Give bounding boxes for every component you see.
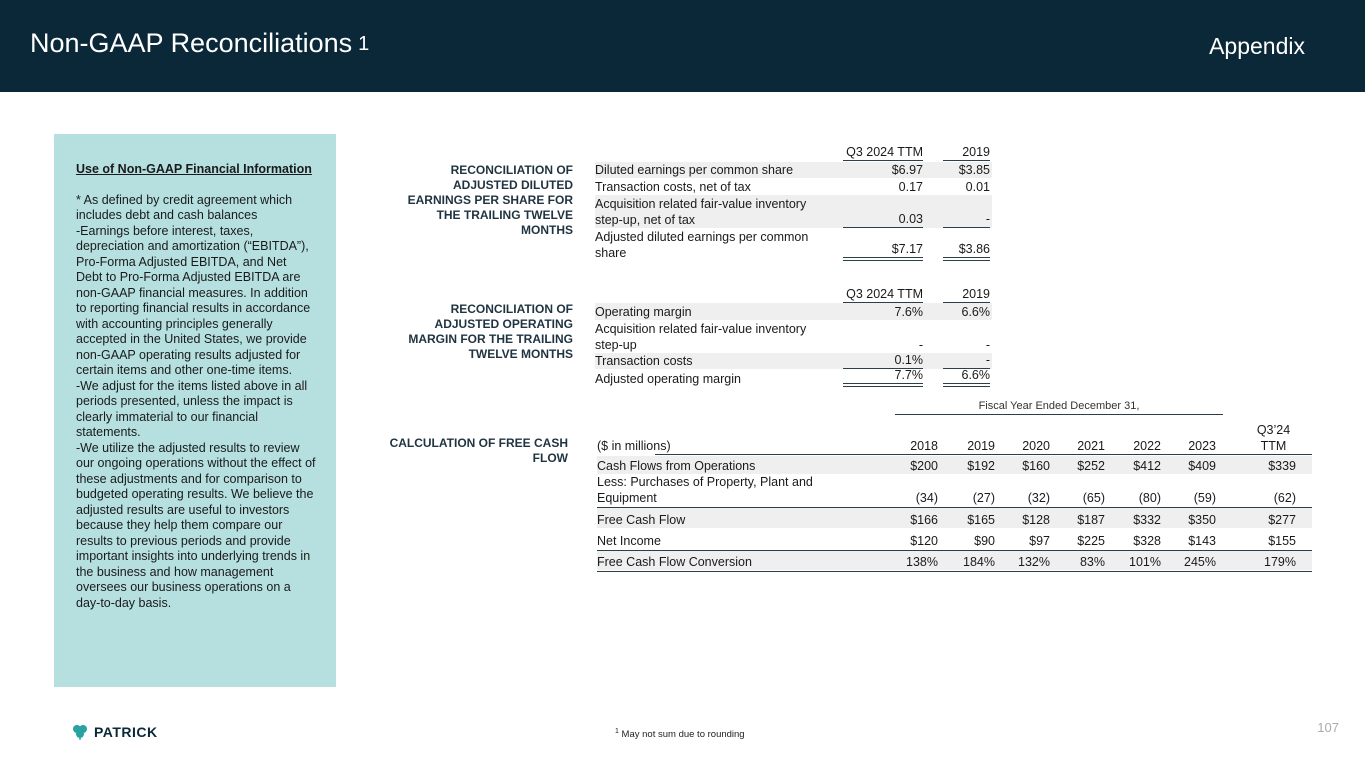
panel-body: * As defined by credit agreement which includes debt and cash balances -Earnings before interest, taxes, depreciation and amortization (“EBITDA”), Pro-Forma Adjusted EBITDA, and Net Debt to Pro-Forma Adjusted EBITDA are non-GAAP financial measures. In addition to reporting financial results in accordance with accounting principles generally accepted in the United States, we provide non-GAAP operating results adjusted for certain items and other one-time items. -We adjust for the items listed above in all periods presented, unless the impact is clearly immaterial to our financial statements. -We utilize the adjusted results to review our ongoing operations without the effect of these adjustments and for comparison to budgeted operating results. We believe the adjusted results are useful to investors because they help them compare our results to previous periods and provide important insights into underlying trends in the business and how management oversees our business operations on a day-to-day basis. — [76, 192, 316, 610]
row-value: 101% — [1129, 555, 1161, 569]
row-value: $339 — [1268, 459, 1296, 473]
row-value: 132% — [1018, 555, 1050, 569]
row-value: $7.17 — [843, 241, 923, 261]
section-label: Appendix — [1209, 33, 1305, 59]
table-row — [595, 228, 992, 261]
row-value: $192 — [967, 459, 995, 473]
span-header-rule — [895, 414, 1223, 415]
row-value: $412 — [1133, 459, 1161, 473]
row-label: Adjusted operating margin — [595, 372, 741, 386]
row-value: $143 — [1188, 534, 1216, 548]
header-rule — [655, 454, 1312, 455]
footnote — [615, 728, 745, 740]
row-rule — [597, 571, 1312, 572]
row-value: $332 — [1133, 513, 1161, 527]
row-label: Transaction costs, net of tax — [595, 180, 751, 194]
column-header: Q3 2024 TTM — [843, 144, 923, 161]
row-value: $166 — [910, 513, 938, 527]
unit-label: ($ in millions) — [597, 439, 671, 453]
column-header: 2021 — [1077, 439, 1105, 453]
row-value: 0.1% — [843, 352, 923, 369]
row-label: Less: Purchases of Property, Plant and Equipment — [597, 475, 813, 505]
row-rule — [597, 507, 1312, 508]
table-row — [597, 551, 1312, 570]
non-gaap-info-panel — [54, 134, 336, 687]
row-value: - — [943, 211, 990, 228]
table-row — [595, 303, 992, 320]
footnote-mark: 1 — [615, 728, 619, 735]
slide-header — [0, 0, 1365, 92]
row-value: 83% — [1079, 555, 1105, 569]
row-value: $409 — [1188, 459, 1216, 473]
row-value: $120 — [910, 534, 938, 548]
row-label: Acquisition related fair-value inventory step-up, net of tax — [595, 197, 807, 227]
table-row — [595, 320, 992, 353]
fcf-header-row — [597, 420, 1312, 454]
column-header: 2019 — [943, 144, 990, 161]
table-row — [595, 353, 992, 369]
row-value: $225 — [1077, 534, 1105, 548]
column-header: 2023 — [1188, 439, 1216, 453]
row-value: $160 — [1022, 459, 1050, 473]
row-label: Free Cash Flow — [597, 513, 686, 527]
eps-header-row — [595, 145, 992, 161]
row-label: Transaction costs — [595, 354, 693, 368]
row-value: $350 — [1188, 513, 1216, 527]
row-value: - — [918, 338, 923, 352]
logo-text: PATRICK — [94, 724, 158, 740]
row-value: (80) — [1138, 491, 1161, 505]
row-value: $3.86 — [943, 241, 990, 261]
row-value: $6.97 — [891, 163, 923, 177]
eps-section-title: RECONCILIATION OF ADJUSTED DILUTED EARNINGS PER SHARE FOR THE TRAILING TWELVE MONTHS — [407, 163, 573, 237]
row-value: $187 — [1077, 513, 1105, 527]
table-row — [597, 456, 1312, 474]
row-value: $3.85 — [958, 163, 990, 177]
row-rule — [597, 550, 1312, 551]
margin-section-title: RECONCILIATION OF ADJUSTED OPERATING MARGIN FOR THE TRAILING TWELVE MONTHS — [408, 302, 573, 361]
table-row — [597, 474, 1312, 506]
row-value: 6.6% — [961, 305, 990, 319]
row-label: Adjusted diluted earnings per common share — [595, 230, 809, 260]
row-value: 184% — [963, 555, 995, 569]
row-value: 7.7% — [843, 367, 923, 387]
column-header: 2020 — [1022, 439, 1050, 453]
row-value: 245% — [1184, 555, 1216, 569]
row-value: 0.17 — [898, 180, 923, 194]
row-label: Cash Flows from Operations — [597, 459, 756, 473]
row-value: - — [985, 338, 990, 352]
row-value: $252 — [1077, 459, 1105, 473]
row-value: (32) — [1027, 491, 1050, 505]
fcf-section-title: CALCULATION OF FREE CASH FLOW — [389, 436, 568, 465]
row-value: $165 — [967, 513, 995, 527]
row-value: (65) — [1082, 491, 1105, 505]
row-value: $277 — [1268, 513, 1296, 527]
row-value: (59) — [1193, 491, 1216, 505]
row-value: $97 — [1029, 534, 1050, 548]
row-label: Net Income — [597, 534, 661, 548]
column-header: Q3 2024 TTM — [843, 286, 923, 303]
page-number: 107 — [1317, 720, 1339, 735]
row-label: Operating margin — [595, 305, 692, 319]
column-header: 2019 — [967, 439, 995, 453]
footnote-text: May not sum due to rounding — [621, 729, 745, 741]
row-value: 179% — [1264, 555, 1296, 569]
column-header: Q3’24 TTM — [1256, 423, 1291, 453]
row-value: - — [943, 352, 990, 369]
row-value: (27) — [972, 491, 995, 505]
row-value: 6.6% — [943, 367, 990, 387]
table-row — [597, 508, 1312, 528]
row-value: (34) — [915, 491, 938, 505]
row-value: 0.03 — [843, 211, 923, 228]
table-row — [595, 162, 992, 178]
row-value: $155 — [1268, 534, 1296, 548]
margin-header-row — [595, 287, 992, 303]
column-header: 2019 — [943, 286, 990, 303]
table-row — [595, 195, 992, 228]
row-value: $90 — [974, 534, 995, 548]
row-value: 7.6% — [894, 305, 923, 319]
title-text: Non-GAAP Reconciliations — [30, 28, 353, 58]
row-value: 138% — [906, 555, 938, 569]
row-value: $328 — [1133, 534, 1161, 548]
slide-title — [30, 28, 369, 59]
row-value: $128 — [1022, 513, 1050, 527]
table-row — [595, 370, 992, 387]
title-footnote-mark: 1 — [358, 33, 370, 55]
row-value: $200 — [910, 459, 938, 473]
table-row — [597, 530, 1312, 549]
panel-heading: Use of Non-GAAP Financial Information — [76, 162, 312, 176]
fiscal-year-span-header: Fiscal Year Ended December 31, — [978, 400, 1140, 412]
table-row — [595, 179, 992, 195]
patrick-logo — [71, 724, 158, 740]
row-label: Diluted earnings per common share — [595, 163, 794, 177]
row-value: 0.01 — [965, 180, 990, 194]
shamrock-icon — [71, 724, 89, 740]
column-header: 2018 — [910, 439, 938, 453]
row-value: (62) — [1273, 491, 1296, 505]
row-label: Free Cash Flow Conversion — [597, 555, 752, 569]
row-label: Acquisition related fair-value inventory step-up — [595, 322, 807, 352]
column-header: 2022 — [1133, 439, 1161, 453]
